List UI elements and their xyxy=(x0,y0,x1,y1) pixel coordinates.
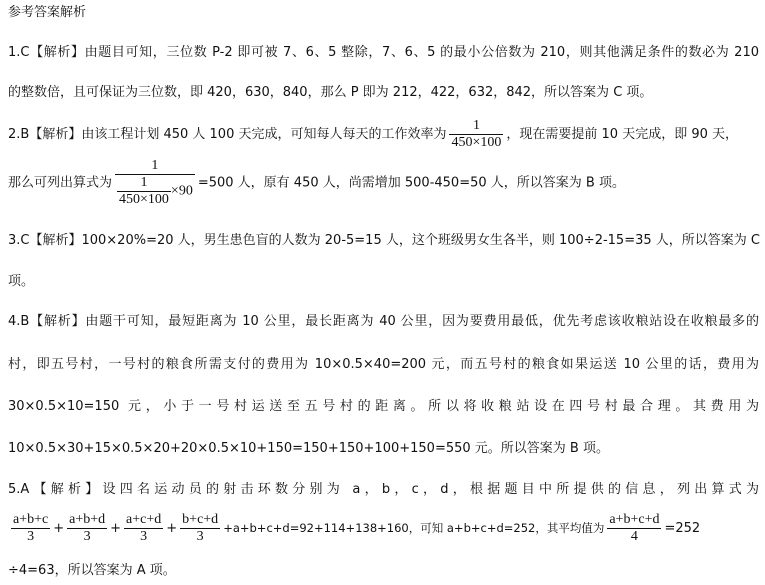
fraction-acd xyxy=(124,512,163,545)
plus-sign: + xyxy=(110,521,122,536)
complex-denominator xyxy=(115,175,195,208)
fraction-average-denominator: 4 xyxy=(630,529,638,544)
q5-text-mid: +a+b+c+d=92+114+138+160，可知 a+b+c+d=252，其平均值为 xyxy=(223,521,605,535)
fraction-abc-numerator: a+b+c xyxy=(13,512,49,527)
page-title: 参考答案解析 xyxy=(8,5,87,20)
q1-line-2: 的整数倍，且可保证为三位数，即 420，630，840，那么 P 即为 212，422，632，842，所以答案为 C 项。 xyxy=(8,85,653,100)
fraction-bcd-numerator: b+c+d xyxy=(182,512,219,527)
inner-fraction xyxy=(117,175,171,208)
fraction-average-numerator: a+b+c+d xyxy=(609,512,660,527)
q5-line-1: 5.A【解析】设四名运动员的射击环数分别为 a，b，c，d，根据题目中所提供的信息，列出算式为 xyxy=(8,482,759,497)
q2-text-2b: =500 人，原有 450 人，尚需增加 500-450=50 人，所以答案为 B 项。 xyxy=(197,175,625,191)
fraction-numerator: 1 xyxy=(449,118,503,135)
fraction-abd xyxy=(67,512,107,545)
q2-line-1 xyxy=(8,118,759,151)
fraction-abc xyxy=(11,512,50,545)
q2-text-2a: 那么可列出算式为 xyxy=(8,175,113,191)
plus-sign: + xyxy=(166,521,178,536)
q1-line-1: 1.C【解析】由题目可知，三位数 P-2 即可被 7、6、5 整除，7、6、5 的最小公倍数为 210，则其他满足条件的数必为 210 xyxy=(8,45,759,60)
fraction-acd-numerator: a+c+d xyxy=(126,512,162,527)
fraction-bcd-denominator: 3 xyxy=(196,529,204,544)
inner-denominator: 450×100 xyxy=(119,192,169,207)
complex-fraction xyxy=(115,158,195,208)
fraction-bcd xyxy=(180,512,220,545)
fraction-acd-denominator: 3 xyxy=(140,529,148,544)
q3-line-1: 3.C【解析】100×20%=20 人，男生患色盲的人数为 20-5=15 人，这个班级男女生各半，则 100÷2-15=35 人，所以答案为 C xyxy=(8,233,760,248)
complex-numerator: 1 xyxy=(115,158,195,175)
fraction-average xyxy=(607,512,661,545)
q3-line-2: 项。 xyxy=(8,274,35,289)
q5-line-2 xyxy=(8,512,759,545)
q4-line-3: 30×0.5×10=150 元，小于一号村运送至五号村的距离。所以将收粮站设在四号村最合理。其费用为 xyxy=(8,399,759,414)
q2-text-1b: ，现在需要提前 10 天完成，即 90 天， xyxy=(506,127,739,142)
multiplier: ×90 xyxy=(170,183,193,199)
fraction-denominator: 450×100 xyxy=(451,135,502,150)
q4-line-2: 村，即五号村，一号村的粮食所需支付的费用为 10×0.5×40=200 元，而五号村的粮食如果运送 10 公里的话，费用为 xyxy=(8,357,759,372)
fraction-abd-numerator: a+b+d xyxy=(69,512,106,527)
efficiency-fraction xyxy=(449,118,503,151)
fraction-abc-denominator: 3 xyxy=(27,529,35,544)
q2-line-2 xyxy=(8,158,759,208)
inner-numerator: 1 xyxy=(117,175,171,192)
q2-text-1a: 2.B【解析】由该工程计划 450 人 100 天完成，可知每人每天的工作效率为 xyxy=(8,127,447,142)
fraction-abd-denominator: 3 xyxy=(83,529,91,544)
q4-line-1: 4.B【解析】由题干可知，最短距离为 10 公里，最长距离为 40 公里，因为要费用最低，优先考虑该收粮站设在收粮最多的 xyxy=(8,314,759,329)
q5-text-end: =252 xyxy=(664,521,701,536)
q5-line-3: ÷4=63，所以答案为 A 项。 xyxy=(8,563,176,578)
q4-line-4: 10×0.5×30+15×0.5×20+20×0.5×10+150=150+150+100+150=550 元。所以答案为 B 项。 xyxy=(8,441,609,456)
plus-sign: + xyxy=(53,521,65,536)
